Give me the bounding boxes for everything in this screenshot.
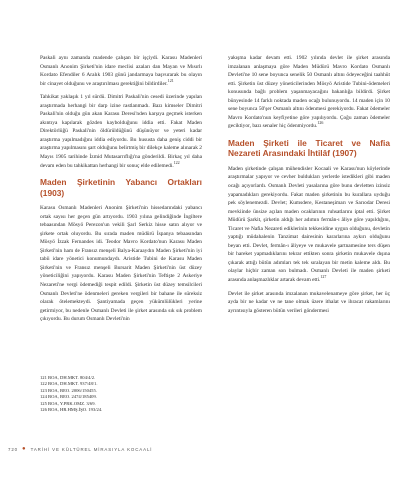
page-footer [8,446,403,452]
bullet-icon: ● [22,446,27,452]
footnote: 125 BOA, Y.PRK.OMZ. 3/69. [40,400,96,406]
footnote: 126 BOA, HR.HMŞ.İŞO. 193/24. [40,407,103,413]
footnote: 122 BOA, DH.MKT. 937/48/1. [40,381,98,387]
footnote: 121 BOA, DH.MKT. 804/4/2. [40,375,96,380]
paragraph: Paskali aynı zamanda madende çalışan bir işçiydi. Karasu Madenleri Osmanlı Anonim Şirketi'nin idare meclisi azaları dan Mayan ve Mısırlı Kordato Efendiler 6 Aralık 1903 günü jandarmaya başvurarak bu olayın bir cinayet olduğunu ve araştırılması gerektiğini bildirdiler.$^{121}$ [40,55,202,87]
footnote-ref: 122 [173,159,180,165]
right-column [228,54,390,320]
footnote-ref: 127 [320,274,327,280]
footnotes [40,375,202,413]
section-heading: Maden Şirketinin Yabancı Ortakları (1903) [40,177,202,198]
footnote-ref: 121 [167,77,174,83]
paragraph: Tahkikat yaklaşık 1 yıl sürdü. Dimitri Paskali'nin cesedi üzerinde yapılan araştırmada herhangi bir darp izine rastlanmadı. Bazı kimseler Dimitri Paskali'nin olduğu gün akan Karasu Deresi'nden karşıya geçmek isterken akıntıya kapılarak gözden kaybolduğunu iddia etti. Fakat Maden Direktörlüğü Paskali'nin öldürüldüğünü düşünüyor ve yeteri kadar araştırma yapılmadığını iddia ediyordu. Bu hususta daha geniş ciddi bir araştırma yapılmasını şart olduğunu belirtmiş bir dilekçe kaleme alınarak 2 Mayıs 1905 tarihinde İzmid Mutasarrıflığı'na gönderildi. Birkaç yıl daha devam eden bu tahkikattan herhangi bir sonuç elde edilemedi.$^{122}$ [40,94,202,169]
paragraph: Maden şirketinde çalışan mühendisler Kocaali ve Karasu'nun köylerinde araştırmalar yapıyor ve cevher buldukları yerlerde istedikleri gibi maden ocağı açıyorlardı. Osmanlı Devleti yasalarına göre bunu devletten izinsiz yapamadıkları gerekiyordu. Fakat maden şirketinin bu kurallara uyduğu pek söylenemezdi. Devlet; Kumsdere, Kestaneşimarı ve Sarıodar Deresi mevkiinde ünsize açılan maden ocaklarının ruhsatlarını iptal etti. Şirket Müdürü Şarkit, şirketin aldığı her adımın fermân-ı âliye göre yapıldığını, Ticaret ve Nafia Nezareti ediklerinin tekkesidine uygun olduğunu, devletin yaptığı müdahalenin Tanzimat dairesinin kararlarına aykırı olduğunu beyan etti. Devlet, fermân-ı âliyeye ve mukavele şartnamesine ters düşen bir hareket yapmadıklarını tekrar ettikten sonra şirketin mukavele dışına çıkarak attığı bütün adımları tek tek sıralayan bir metin kaleme aldı. Bu olaylar hiçbir zaman son bulmadı. Osmanlı Devleti ile maden şirketi arasında anlaşmazlıklar artarak devam etti.$^{127}$ [228,165,390,284]
paragraph: yakışma kadar devam etti. 1902 yılında devlet ile şirket arasında imzalanan anlaşmaya göre Maden Müdürü Mavro Kordato Osmanlı Devleti'ne 10 sene boyunca senelik 50 Osmanlı altını ödeyeceğini taahhüt etti. Şirketin üst düzey yöneticilerinden Mösyö Aristide Tubini-ödemeleri konusunda bağlı problem yaşanmayacağını bakanlığa bildirdi. Şirket bünyesinde 14 farklı noktada maden ocağı bulunuyordu. 14 maden için 10 sene boyunca 50'şer Osmanlı altını ödenmesi gerekiyordu. Fakat ödemeler Mavro Kordato'nun keyfiyetine göre yapılıyordu. Çoğu zaman ödemeler geciktiyor, bazı senaler hiç ödenmiyordu.$^{126}$ [228,55,390,130]
paragraph: Karasu Osmanlı Madenleri Anonim Şirketi'nin hissedarındaki yabancı ortak sayısı her geçen gün artıyordu. 1903 yılına gelindiğinde İngiltere tebaasından Mösyö Perezon'un vekili Şarl Serkiz hisse satın alıyor ve şirkete ortak oluyordu. Bu sırada maden müdürü İspanya tebaasından Mösyö İzzak Fernandes idi. Teodor Mavro Kordato'nun Karasu Maden Şirketi'nin ham de Fransız menşeli Balya-Karaaydın Maden Şirketi'nin iyi tabii idare yönetici konumundaydı. Aristide Tubini de Karasu Maden Şirketi'nin ve Fransız menşeli Bursarit Maden Şirketi'nin üst düzey yöneticiliğini yapıyordu. Karasu Maden Şirketi'nin Teftişte 2 Askeriye Nezareti'ne vergi ödemediği tespit edildi. Şirketin üst düzey temsilcileri Osmanlı Devleti'ne ödenmeleri gereken vergileri bir bahane ile süreksiz olarak ötelemekteydi. Şantiyamada geçen yükümlülükleri yerine getirmiyor, bu nedenle Osmanlı Devleti ile şirket arasında sık sık problem çıkıyordu. Bu durum Osmanlı Devleti'nin [40,205,202,323]
left-column [40,54,202,329]
running-title: TARİHİ VE KÜLTÜREL MİRASIYLA KOCAALİ [30,446,153,452]
section-heading: Maden Şirketi ile Ticaret ve Nafia Nezareti Arasındaki İhtilâf (1907) [228,137,390,159]
paragraph: Devlet ile şirket arasında imzalanan mukavelenameye göre şirket, her üç ayda bir ne kadar ve ne tane olmak üzere ithalat ve ihracat rakamlarını ayrıntısıyla gösteren bütün verileri göndermesi [228,290,390,314]
footnote-ref: 126 [317,120,324,126]
footnote: 124 BOA, BEO. 2474/185409. [40,394,97,400]
page-number: 720 [8,446,19,452]
footnote: 123 BOA, BEO. 2006/150455. [40,387,97,393]
